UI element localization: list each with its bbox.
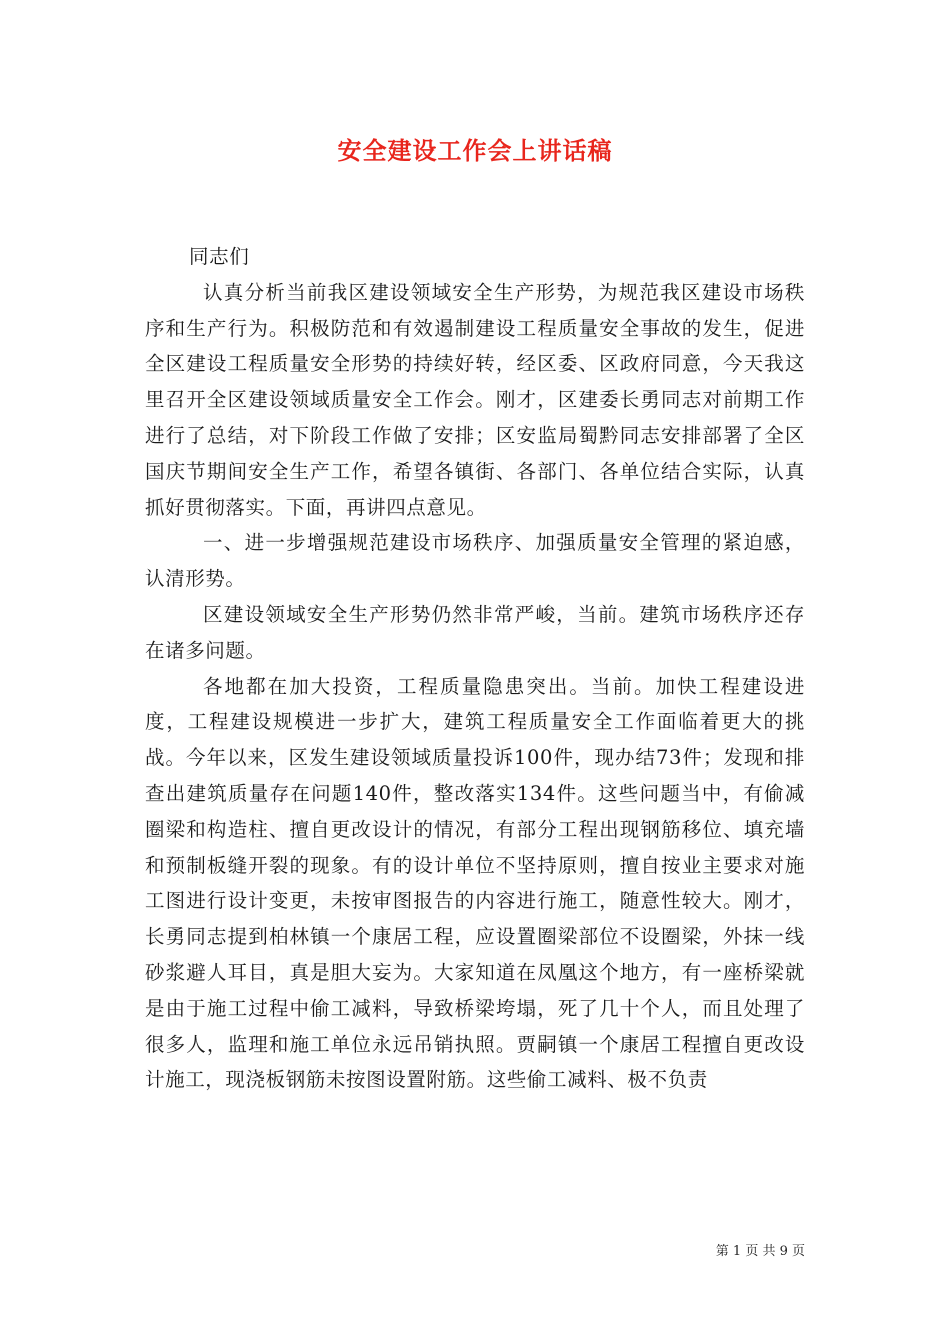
document-body bbox=[145, 239, 805, 1098]
paragraph-situation: 区建设领域安全生产形势仍然非常严峻，当前。建筑市场秩序还存在诸多问题。 bbox=[145, 602, 805, 662]
document-title: 安全建设工作会上讲话稿 bbox=[337, 137, 613, 165]
greeting: 同志们 bbox=[189, 245, 250, 268]
paragraph-problems: 各地都在加大投资，工程质量隐患突出。当前。加快工程建设进度，工程建设规模进一步扩大，建筑工程质量安全工作面临着更大的挑战。今年以来，区发生建设领域质量投诉100件，现办结73件；发现和排查出建筑质量存在问题140件，整改落实134件。这些问题当中，有偷减圈梁和构造柱、擅自更改设计的情况，有部分工程出现钢筋移位、填充墙和预制板缝开裂的现象。有的设计单位不坚持原则，擅自按业主要求对施工图进行设计变更，未按审图报告的内容进行施工，随意性较大。刚才，长勇同志提到柏林镇一个康居工程，应设置圈梁部位不设圈梁，外抹一线砂浆避人耳目，真是胆大妄为。大家知道在凤凰这个地方，有一座桥梁就是由于施工过程中偷工减料，导致桥梁垮塌，死了几十个人，而且处理了很多人，监理和施工单位永远吊销执照。贾嗣镇一个康居工程擅自更改设计施工，现浇板钢筋未按图设置附筋。这些偷工减料、极不负责 bbox=[145, 674, 805, 1092]
page-number: 第 1 页 共 9 页 bbox=[715, 1244, 805, 1259]
section-heading-1: 一、进一步增强规范建设市场秩序、加强质量安全管理的紧迫感，认清形势。 bbox=[145, 531, 805, 591]
paragraph-intro: 认真分析当前我区建设领域安全生产形势，为规范我区建设市场秩序和生产行为。积极防范和有效遏制建设工程质量安全事故的发生，促进全区建设工程质量安全形势的持续好转，经区委、区政府同意，今天我这里召开全区建设领域质量安全工作会。刚才，区建委长勇同志对前期工作进行了总结，对下阶段工作做了安排；区安监局蜀黔同志安排部署了全区国庆节期间安全生产工作，希望各镇街、各部门、各单位结合实际，认真抓好贯彻落实。下面，再讲四点意见。 bbox=[145, 280, 805, 519]
